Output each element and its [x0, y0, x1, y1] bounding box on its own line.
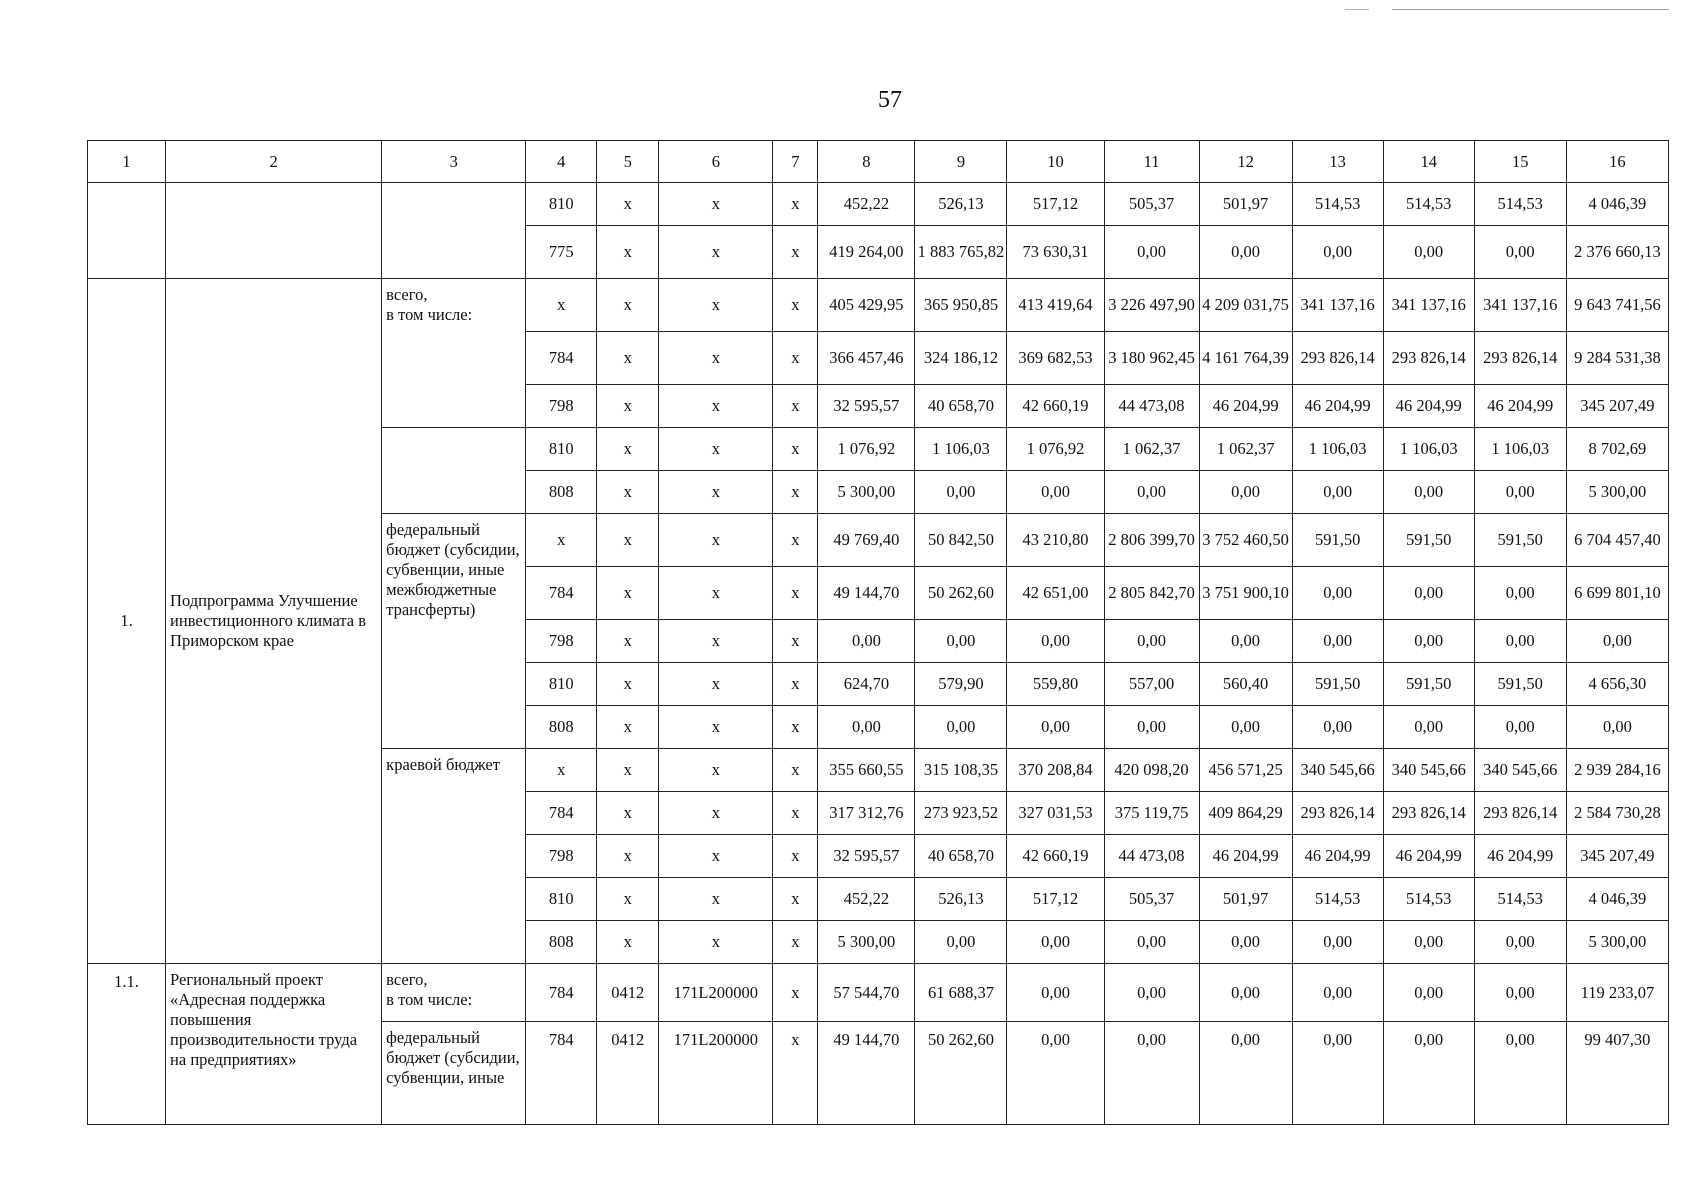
table-cell: 591,50 — [1292, 514, 1383, 567]
table-cell: 6 704 457,40 — [1566, 514, 1668, 567]
table-cell: x — [773, 835, 818, 878]
page-number: 57 — [878, 87, 902, 113]
table-cell: 624,70 — [818, 663, 915, 706]
table-cell: 591,50 — [1383, 514, 1474, 567]
table-cell: 0,00 — [1474, 921, 1566, 964]
table-cell: 0,00 — [915, 921, 1007, 964]
table-cell: 293 826,14 — [1292, 332, 1383, 385]
table-cell: 46 204,99 — [1292, 835, 1383, 878]
table-cell: x — [773, 1022, 818, 1125]
table-cell: 2 805 842,70 — [1104, 567, 1199, 620]
table-cell: x — [773, 792, 818, 835]
table-cell: 784 — [526, 567, 597, 620]
table-cell: 798 — [526, 835, 597, 878]
table-cell: 366 457,46 — [818, 332, 915, 385]
table-cell: 0,00 — [1104, 226, 1199, 279]
table-cell: 0,00 — [818, 620, 915, 663]
table-cell: 798 — [526, 620, 597, 663]
table-cell: 559,80 — [1007, 663, 1104, 706]
table-cell: x — [659, 620, 773, 663]
table-row — [88, 183, 1669, 226]
column-header: 10 — [1007, 141, 1104, 183]
column-header: 6 — [659, 141, 773, 183]
table-cell: 42 660,19 — [1007, 835, 1104, 878]
table-cell: 4 161 764,39 — [1199, 332, 1292, 385]
table-cell: x — [659, 471, 773, 514]
table-cell: 0,00 — [1199, 1022, 1292, 1125]
table-cell: 0,00 — [1199, 964, 1292, 1022]
table-cell: 0,00 — [1566, 706, 1668, 749]
table-cell: 73 630,31 — [1007, 226, 1104, 279]
table-cell: x — [597, 921, 659, 964]
table-cell: 341 137,16 — [1474, 279, 1566, 332]
table-cell: 42 660,19 — [1007, 385, 1104, 428]
table-cell: x — [659, 749, 773, 792]
table-cell: 3 180 962,45 — [1104, 332, 1199, 385]
table-cell: 50 262,60 — [915, 567, 1007, 620]
table-cell: 32 595,57 — [818, 835, 915, 878]
table-cell: x — [597, 792, 659, 835]
table-cell: 526,13 — [915, 183, 1007, 226]
table-cell: x — [526, 279, 597, 332]
table-cell: x — [773, 385, 818, 428]
table-cell: 46 204,99 — [1199, 835, 1292, 878]
table-cell: 591,50 — [1292, 663, 1383, 706]
table-cell: 61 688,37 — [915, 964, 1007, 1022]
table-cell: 0,00 — [1474, 226, 1566, 279]
table-cell: 810 — [526, 428, 597, 471]
table-cell: 324 186,12 — [915, 332, 1007, 385]
table-cell: 419 264,00 — [818, 226, 915, 279]
table-cell: 0,00 — [1292, 1022, 1383, 1125]
table-cell: 46 204,99 — [1474, 385, 1566, 428]
table-cell: 1 076,92 — [818, 428, 915, 471]
table-cell: 0,00 — [1383, 964, 1474, 1022]
table-cell: x — [597, 706, 659, 749]
table-cell: 340 545,66 — [1383, 749, 1474, 792]
table-cell: 44 473,08 — [1104, 835, 1199, 878]
column-header: 16 — [1566, 141, 1668, 183]
table-cell: 452,22 — [818, 183, 915, 226]
table-cell: 4 046,39 — [1566, 878, 1668, 921]
table-cell: 1 062,37 — [1104, 428, 1199, 471]
table-cell: 560,40 — [1199, 663, 1292, 706]
table-cell: x — [773, 749, 818, 792]
table-cell: 0412 — [597, 1022, 659, 1125]
table-cell: 784 — [526, 792, 597, 835]
row-number: 1. — [88, 279, 166, 964]
table-cell: 0,00 — [1007, 964, 1104, 1022]
table-cell: 44 473,08 — [1104, 385, 1199, 428]
table-cell: x — [597, 835, 659, 878]
table-cell: 0,00 — [1292, 706, 1383, 749]
table-cell: 5 300,00 — [1566, 471, 1668, 514]
table-cell: 341 137,16 — [1383, 279, 1474, 332]
table-cell: 0,00 — [1474, 964, 1566, 1022]
table-cell: 327 031,53 — [1007, 792, 1104, 835]
table-cell: 413 419,64 — [1007, 279, 1104, 332]
budget-source-regional: краевой бюджет — [382, 749, 526, 964]
table-cell: x — [773, 471, 818, 514]
table-cell: 32 595,57 — [818, 385, 915, 428]
table-cell: 514,53 — [1292, 183, 1383, 226]
table-cell: x — [659, 332, 773, 385]
table-cell: 798 — [526, 385, 597, 428]
table-cell: 4 656,30 — [1566, 663, 1668, 706]
table-cell: 0,00 — [1474, 471, 1566, 514]
table-cell: 171L200000 — [659, 964, 773, 1022]
table-cell: 0,00 — [1199, 921, 1292, 964]
table-cell: 0412 — [597, 964, 659, 1022]
table-cell: 420 098,20 — [1104, 749, 1199, 792]
table-cell: x — [659, 428, 773, 471]
table-cell: x — [597, 514, 659, 567]
table-cell: 0,00 — [1104, 706, 1199, 749]
table-cell: x — [597, 279, 659, 332]
table-cell: 50 842,50 — [915, 514, 1007, 567]
table-cell: 293 826,14 — [1383, 332, 1474, 385]
scan-mark-short — [1345, 9, 1369, 10]
table-cell: 775 — [526, 226, 597, 279]
table-cell: 0,00 — [1474, 706, 1566, 749]
table-cell: 0,00 — [1199, 226, 1292, 279]
table-cell: x — [659, 792, 773, 835]
budget-source-federal: федеральный бюджет (субсидии, субвенции, иные — [382, 1022, 526, 1125]
table-cell: 0,00 — [1007, 921, 1104, 964]
table-cell: x — [773, 706, 818, 749]
table-cell: 273 923,52 — [915, 792, 1007, 835]
table-cell: 49 769,40 — [818, 514, 915, 567]
table-cell: 99 407,30 — [1566, 1022, 1668, 1125]
table-cell: x — [597, 183, 659, 226]
table-cell: x — [597, 663, 659, 706]
table-cell: 0,00 — [1007, 471, 1104, 514]
table-cell: x — [773, 964, 818, 1022]
table-cell: x — [659, 878, 773, 921]
table-cell: 293 826,14 — [1292, 792, 1383, 835]
table-cell: x — [597, 471, 659, 514]
table-cell: 517,12 — [1007, 878, 1104, 921]
table-cell: x — [659, 279, 773, 332]
table-cell: 6 699 801,10 — [1566, 567, 1668, 620]
table-cell: x — [773, 620, 818, 663]
table-cell: 0,00 — [1474, 620, 1566, 663]
table-cell: 1 106,03 — [1383, 428, 1474, 471]
table-cell: x — [597, 332, 659, 385]
table-cell: x — [597, 878, 659, 921]
table-cell: 0,00 — [1474, 567, 1566, 620]
table-cell: 808 — [526, 471, 597, 514]
table-cell: 0,00 — [1104, 1022, 1199, 1125]
table-cell: x — [526, 514, 597, 567]
empty-cell — [382, 428, 526, 514]
table-cell: x — [773, 878, 818, 921]
column-header: 2 — [166, 141, 382, 183]
table-cell: 1 106,03 — [915, 428, 1007, 471]
table-cell: x — [597, 226, 659, 279]
table-cell: 0,00 — [915, 471, 1007, 514]
column-header: 4 — [526, 141, 597, 183]
column-header: 13 — [1292, 141, 1383, 183]
table-cell: 0,00 — [818, 706, 915, 749]
table-cell: 2 939 284,16 — [1566, 749, 1668, 792]
table-cell: 514,53 — [1474, 183, 1566, 226]
table-cell: 0,00 — [915, 706, 1007, 749]
table-cell: 591,50 — [1474, 663, 1566, 706]
table-cell: 293 826,14 — [1474, 792, 1566, 835]
table-cell: 4 046,39 — [1566, 183, 1668, 226]
table-cell: 3 226 497,90 — [1104, 279, 1199, 332]
table-cell: x — [597, 620, 659, 663]
table-cell: 5 300,00 — [1566, 921, 1668, 964]
column-header: 15 — [1474, 141, 1566, 183]
table-cell: 0,00 — [1199, 620, 1292, 663]
table-cell: 42 651,00 — [1007, 567, 1104, 620]
table-cell: 784 — [526, 964, 597, 1022]
table-cell: 315 108,35 — [915, 749, 1007, 792]
table-cell: x — [773, 921, 818, 964]
table-cell: 365 950,85 — [915, 279, 1007, 332]
table-cell: 810 — [526, 663, 597, 706]
table-cell: 2 376 660,13 — [1566, 226, 1668, 279]
table-cell: x — [773, 279, 818, 332]
budget-source-total: всего, в том числе: — [382, 279, 526, 428]
table-cell: x — [659, 663, 773, 706]
table-cell: 409 864,29 — [1199, 792, 1292, 835]
table-cell: 1 106,03 — [1474, 428, 1566, 471]
table-cell: 1 062,37 — [1199, 428, 1292, 471]
table-cell: 501,97 — [1199, 183, 1292, 226]
table-cell: 514,53 — [1292, 878, 1383, 921]
empty-cell — [166, 183, 382, 279]
table-cell: 2 806 399,70 — [1104, 514, 1199, 567]
empty-cell — [382, 183, 526, 279]
table-cell: 4 209 031,75 — [1199, 279, 1292, 332]
table-cell: 1 106,03 — [1292, 428, 1383, 471]
table-cell: x — [526, 749, 597, 792]
subprogram-name: Подпрограмма Улучшение инвестиционного климата в Приморском крае — [166, 279, 382, 964]
table-cell: 0,00 — [1104, 471, 1199, 514]
table-cell: 49 144,70 — [818, 1022, 915, 1125]
table-cell: 810 — [526, 183, 597, 226]
table-cell: 0,00 — [1383, 226, 1474, 279]
table-cell: 46 204,99 — [1292, 385, 1383, 428]
scan-mark-long — [1392, 9, 1669, 10]
table-cell: 317 312,76 — [818, 792, 915, 835]
column-header: 14 — [1383, 141, 1474, 183]
table-cell: 514,53 — [1474, 878, 1566, 921]
table-cell: 340 545,66 — [1292, 749, 1383, 792]
table-cell: 46 204,99 — [1199, 385, 1292, 428]
table-cell: 0,00 — [1474, 1022, 1566, 1125]
table-cell: 57 544,70 — [818, 964, 915, 1022]
table-cell: 810 — [526, 878, 597, 921]
row-number: 1.1. — [88, 964, 166, 1125]
table-cell: 375 119,75 — [1104, 792, 1199, 835]
table-cell: 46 204,99 — [1383, 835, 1474, 878]
table-cell: 579,90 — [915, 663, 1007, 706]
table-cell: 345 207,49 — [1566, 835, 1668, 878]
table-cell: 0,00 — [1199, 706, 1292, 749]
table-cell: 369 682,53 — [1007, 332, 1104, 385]
column-header: 9 — [915, 141, 1007, 183]
table-row — [88, 279, 1669, 332]
column-header: 12 — [1199, 141, 1292, 183]
table-cell: x — [773, 226, 818, 279]
table-cell: 46 204,99 — [1474, 835, 1566, 878]
table-cell: 8 702,69 — [1566, 428, 1668, 471]
table-cell: 0,00 — [1007, 706, 1104, 749]
table-cell: 9 284 531,38 — [1566, 332, 1668, 385]
table-cell: 0,00 — [1007, 1022, 1104, 1125]
table-cell: 40 658,70 — [915, 835, 1007, 878]
table-cell: 293 826,14 — [1474, 332, 1566, 385]
table-cell: x — [773, 663, 818, 706]
table-cell: x — [659, 183, 773, 226]
table-cell: 0,00 — [1383, 471, 1474, 514]
table-cell: 293 826,14 — [1383, 792, 1474, 835]
table-cell: x — [659, 706, 773, 749]
table-cell: x — [597, 749, 659, 792]
column-header: 8 — [818, 141, 915, 183]
table-cell: 0,00 — [1383, 620, 1474, 663]
table-body — [88, 141, 1669, 1125]
table-cell: 355 660,55 — [818, 749, 915, 792]
budget-table — [87, 140, 1669, 1125]
table-cell: 0,00 — [915, 620, 1007, 663]
budget-source-total: всего, в том числе: — [382, 964, 526, 1022]
table-cell: 505,37 — [1104, 183, 1199, 226]
table-cell: 501,97 — [1199, 878, 1292, 921]
table-cell: x — [659, 835, 773, 878]
column-header: 7 — [773, 141, 818, 183]
table-cell: x — [773, 514, 818, 567]
table-cell: x — [659, 921, 773, 964]
column-header: 3 — [382, 141, 526, 183]
table-cell: 0,00 — [1292, 964, 1383, 1022]
table-cell: 3 751 900,10 — [1199, 567, 1292, 620]
table-cell: 0,00 — [1104, 964, 1199, 1022]
budget-source-federal: федеральный бюджет (субсидии, субвенции, иные межбюджетные трансферты) — [382, 514, 526, 749]
table-cell: 345 207,49 — [1566, 385, 1668, 428]
table-cell: 0,00 — [1007, 620, 1104, 663]
table-cell: 0,00 — [1383, 921, 1474, 964]
table-cell: 0,00 — [1199, 471, 1292, 514]
table-cell: 0,00 — [1292, 921, 1383, 964]
table-cell: 526,13 — [915, 878, 1007, 921]
table-cell: 5 300,00 — [818, 471, 915, 514]
table-cell: 514,53 — [1383, 183, 1474, 226]
table-cell: 49 144,70 — [818, 567, 915, 620]
table-cell: 808 — [526, 706, 597, 749]
table-cell: 591,50 — [1474, 514, 1566, 567]
table-cell: 0,00 — [1104, 921, 1199, 964]
table-cell: 0,00 — [1104, 620, 1199, 663]
table-cell: x — [773, 332, 818, 385]
table-cell: 517,12 — [1007, 183, 1104, 226]
table-cell: x — [659, 226, 773, 279]
table-header-row — [88, 141, 1669, 183]
table-cell: 0,00 — [1383, 567, 1474, 620]
table-cell: 0,00 — [1383, 1022, 1474, 1125]
table-cell: 452,22 — [818, 878, 915, 921]
table-cell: x — [773, 567, 818, 620]
table-cell: 50 262,60 — [915, 1022, 1007, 1125]
table-cell: 5 300,00 — [818, 921, 915, 964]
table-cell: 2 584 730,28 — [1566, 792, 1668, 835]
empty-cell — [88, 183, 166, 279]
table-cell: x — [773, 428, 818, 471]
table-cell: 591,50 — [1383, 663, 1474, 706]
table-cell: 808 — [526, 921, 597, 964]
table-cell: 0,00 — [1292, 226, 1383, 279]
table-cell: 456 571,25 — [1199, 749, 1292, 792]
table-cell: x — [659, 567, 773, 620]
table-cell: 557,00 — [1104, 663, 1199, 706]
table-cell: 340 545,66 — [1474, 749, 1566, 792]
table-cell: 405 429,95 — [818, 279, 915, 332]
table-cell: x — [659, 385, 773, 428]
table-cell: 0,00 — [1292, 567, 1383, 620]
table-cell: x — [659, 514, 773, 567]
table-cell: 0,00 — [1566, 620, 1668, 663]
table-cell: 1 076,92 — [1007, 428, 1104, 471]
table-cell: 341 137,16 — [1292, 279, 1383, 332]
table-cell: 3 752 460,50 — [1199, 514, 1292, 567]
table-cell: 9 643 741,56 — [1566, 279, 1668, 332]
table-cell: 514,53 — [1383, 878, 1474, 921]
table-cell: x — [597, 567, 659, 620]
table-cell: 43 210,80 — [1007, 514, 1104, 567]
table-cell: x — [597, 385, 659, 428]
table-cell: 40 658,70 — [915, 385, 1007, 428]
table-cell: 0,00 — [1292, 471, 1383, 514]
table-cell: 370 208,84 — [1007, 749, 1104, 792]
table-cell: 1 883 765,82 — [915, 226, 1007, 279]
table-cell: x — [773, 183, 818, 226]
table-cell: 505,37 — [1104, 878, 1199, 921]
table-cell: 171L200000 — [659, 1022, 773, 1125]
table-cell: 0,00 — [1383, 706, 1474, 749]
table-cell: 46 204,99 — [1383, 385, 1474, 428]
project-name: Региональный проект «Адресная поддержка повышения производительности труда на предприятиях» — [166, 964, 382, 1125]
column-header: 1 — [88, 141, 166, 183]
table-row — [88, 964, 1669, 1022]
table-cell: 119 233,07 — [1566, 964, 1668, 1022]
column-header: 11 — [1104, 141, 1199, 183]
table-cell: 784 — [526, 1022, 597, 1125]
table-cell: x — [597, 428, 659, 471]
column-header: 5 — [597, 141, 659, 183]
table-cell: 784 — [526, 332, 597, 385]
table-cell: 0,00 — [1292, 620, 1383, 663]
